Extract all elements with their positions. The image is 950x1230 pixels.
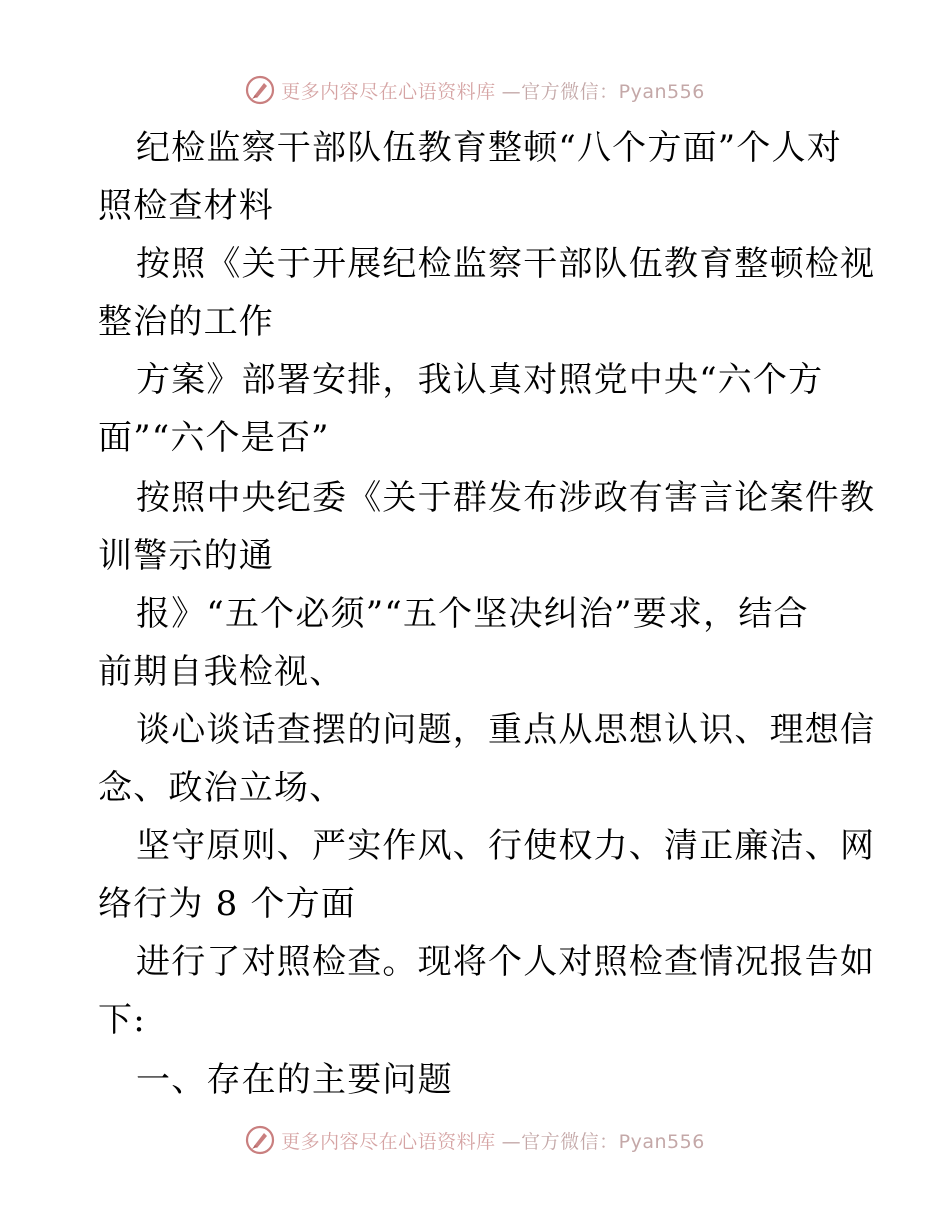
paragraph-line: 按照中央纪委《关于群发布涉政有害言论案件教 bbox=[136, 478, 876, 518]
paragraph-line: 方案》部署安排，我认真对照党中央“六个方 bbox=[136, 360, 824, 400]
paragraph-line: 进行了对照检查。现将个人对照检查情况报告如 bbox=[136, 942, 876, 982]
watermark-text-main: 更多内容尽在心语资料库 bbox=[281, 80, 496, 103]
pen-nib-logo-icon bbox=[245, 1125, 275, 1155]
watermark-text-main: 更多内容尽在心语资料库 bbox=[281, 1130, 496, 1153]
paragraph-line: 谈心谈话查摆的问题，重点从思想认识、理想信 bbox=[136, 710, 876, 750]
paragraph-line: 坚守原则、严实作风、行使权力、清正廉洁、网 bbox=[136, 826, 876, 866]
paragraph-line: 前期自我检视、 bbox=[98, 652, 345, 692]
watermark-text-tail: —官方微信：Pyan556 bbox=[501, 1130, 705, 1153]
paragraph-line: 报》“五个必须”“五个坚决纠治”要求，结合 bbox=[136, 594, 809, 634]
paragraph-line: 整治的工作 bbox=[98, 302, 274, 342]
footer-watermark bbox=[0, 1122, 950, 1158]
paragraph-line: 按照《关于开展纪检监察干部队伍教育整顿检视 bbox=[136, 244, 876, 284]
paragraph-line: 面”“六个是否” bbox=[98, 418, 330, 458]
paragraph-line: 训警示的通 bbox=[98, 536, 274, 576]
paragraph-line: 念、政治立场、 bbox=[98, 768, 345, 808]
paragraph-line: 络行为 8 个方面 bbox=[98, 884, 357, 924]
watermark-text-tail: —官方微信：Pyan556 bbox=[501, 80, 705, 103]
title-line-1: 纪检监察干部队伍教育整顿“八个方面”个人对 bbox=[136, 128, 842, 168]
title-line-2: 照检查材料 bbox=[98, 186, 274, 226]
paragraph-line: 下: bbox=[98, 1000, 146, 1040]
section-heading: 一、存在的主要问题 bbox=[136, 1060, 453, 1100]
